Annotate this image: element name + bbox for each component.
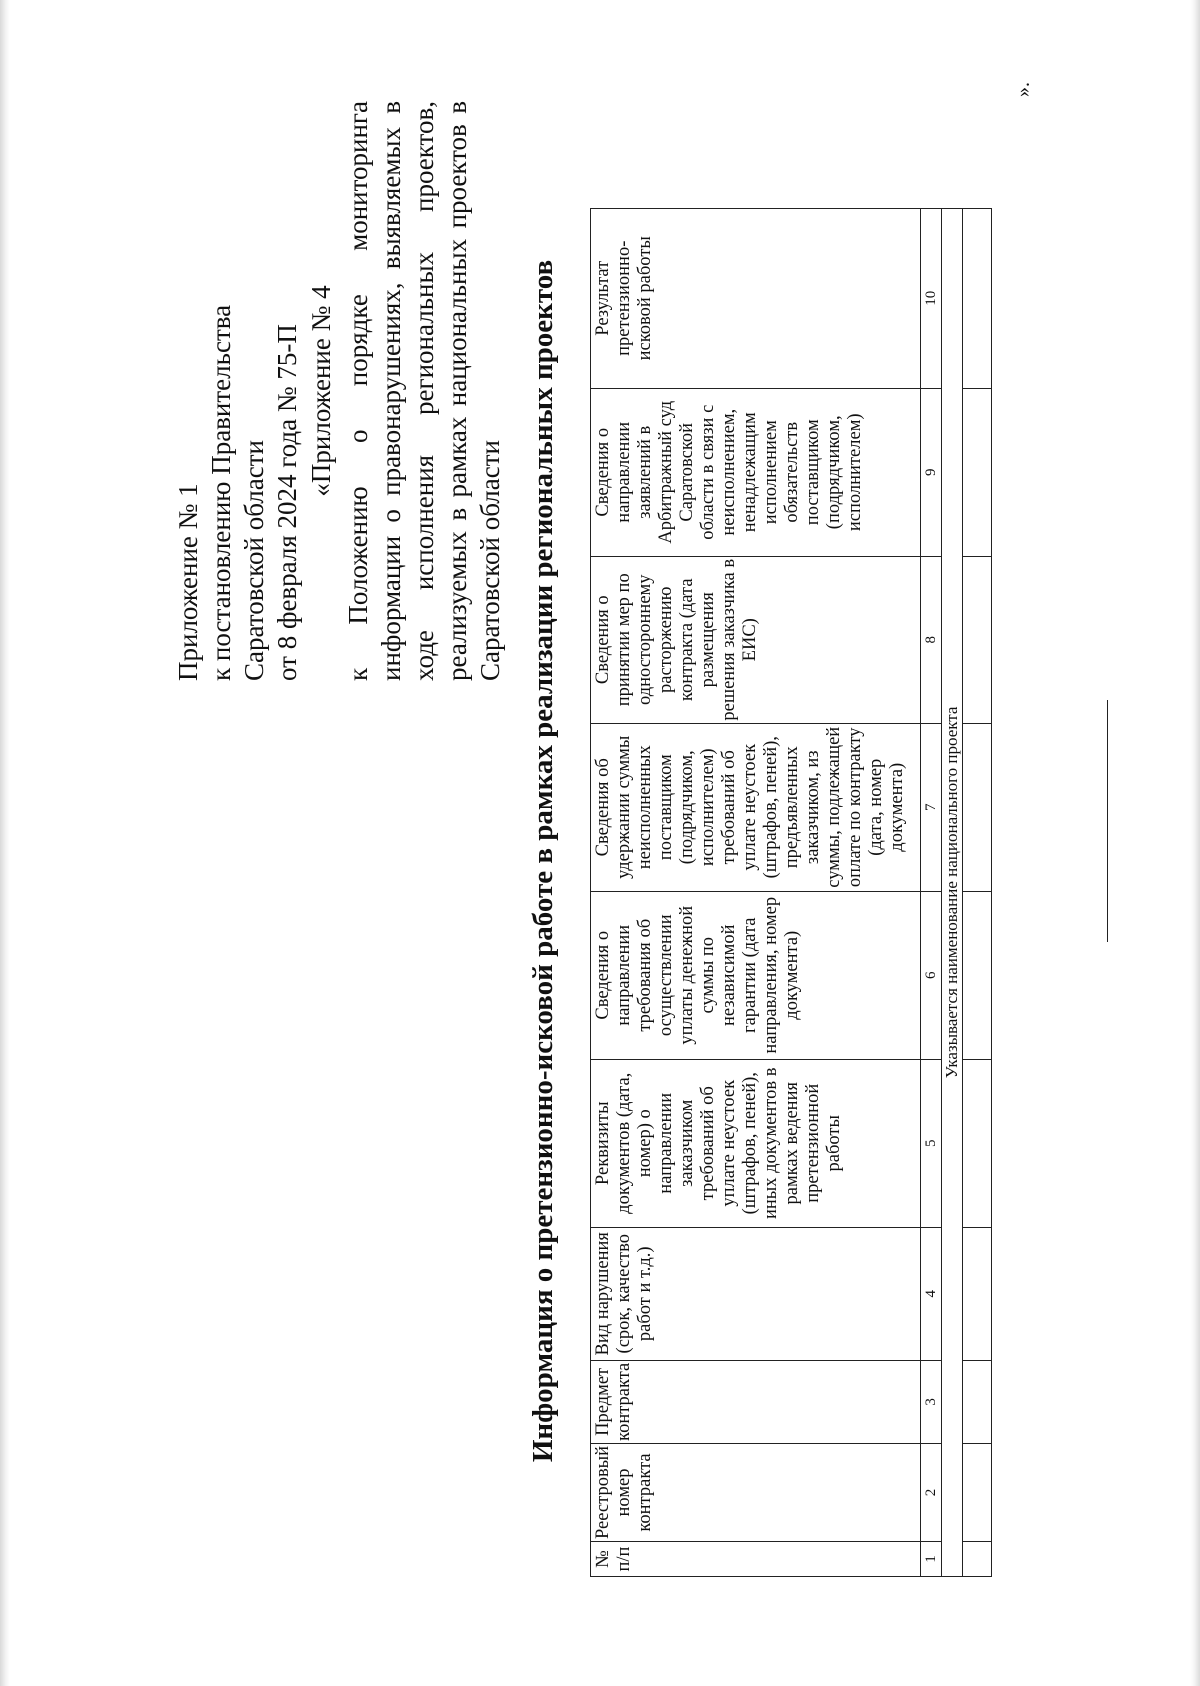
closing-quote: ».	[1012, 82, 1034, 97]
header-cell: Сведения об удержании суммы неисполненных поставщиком (подрядчиком, исполнителем) требований об уплате неустоек (штрафов, пеней), предъявленных заказчиком, из суммы, подлежащей оплате по контракту (дата, номер документа)	[591, 723, 921, 891]
table-cell	[963, 1059, 992, 1227]
column-number: 1	[921, 1542, 942, 1577]
national-project-cell: Указывается наименование национального проекта	[942, 208, 963, 1576]
document-title: Информация о претензионно-исковой работе в рамках реализации региональных проектов	[527, 259, 559, 1463]
column-number: 2	[921, 1443, 942, 1541]
report-table	[590, 208, 992, 1577]
header-cell: Сведения о принятии мер по одностороннему расторжению контракта (дата размещения решения заказчика в ЕИС)	[591, 556, 921, 723]
table-cell	[963, 1227, 992, 1360]
header-cell: Результат претензионно-исковой работы	[591, 208, 921, 388]
table-cell	[963, 208, 992, 388]
appendix-4-block	[305, 101, 507, 681]
column-number: 4	[921, 1227, 942, 1360]
table-cell	[963, 556, 992, 723]
column-number: 5	[921, 1059, 942, 1227]
header-line: от 8 февраля 2024 года № 75-П	[272, 324, 302, 681]
header-cell: № п/п	[591, 1542, 921, 1577]
appendix-4-body: к Положению о порядке мониторинга информации о правонарушениях, выявляемых в ходе исполнения региональных проектов, реализуемых в рамках национальных проектов в Саратовской области	[343, 101, 505, 681]
header-line: к постановлению Правительства	[206, 304, 236, 681]
header-cell: Сведения о направлении требования об осуществлении уплаты денежной суммы по независимой гарантии (дата направления, номер документа)	[591, 891, 921, 1059]
column-number: 8	[921, 556, 942, 723]
header-cell: Предмет контракта	[591, 1360, 921, 1443]
column-number: 7	[921, 723, 942, 891]
national-project-row	[942, 208, 963, 1576]
table-header-row	[591, 208, 921, 1576]
column-number-row	[921, 208, 942, 1576]
column-number: 6	[921, 891, 942, 1059]
header-cell: Реестровый номер контракта	[591, 1443, 921, 1541]
appendix-1-header	[172, 101, 304, 681]
table-cell	[963, 1443, 992, 1541]
table-cell	[963, 1542, 992, 1577]
table-row	[963, 208, 992, 1576]
header-cell: Реквизиты документов (дата, номер) о направлении заказчиком требований об уплате неустоек (штрафов, пеней), иных документов в рамках ведения претензионной работы	[591, 1059, 921, 1227]
header-cell: Вид нарушения (срок, качество работ и т.д.)	[591, 1227, 921, 1360]
table-cell	[963, 891, 992, 1059]
header-line: Саратовской области	[239, 440, 269, 681]
header-cell: Сведения о направлении заявлений в Арбитражный суд Саратовской области в связи с неисполнением, ненадлежащим исполнением обязательств поставщиком (подрядчиком, исполнителем)	[591, 388, 921, 556]
column-number: 10	[921, 208, 942, 388]
signature-line	[1107, 700, 1108, 942]
column-number: 9	[921, 388, 942, 556]
header-line: Приложение № 1	[173, 483, 203, 681]
appendix-4-title: «Приложение № 4	[306, 285, 336, 497]
table-cell	[963, 388, 992, 556]
table-cell	[963, 1360, 992, 1443]
column-number: 3	[921, 1360, 942, 1443]
table-cell	[963, 723, 992, 891]
